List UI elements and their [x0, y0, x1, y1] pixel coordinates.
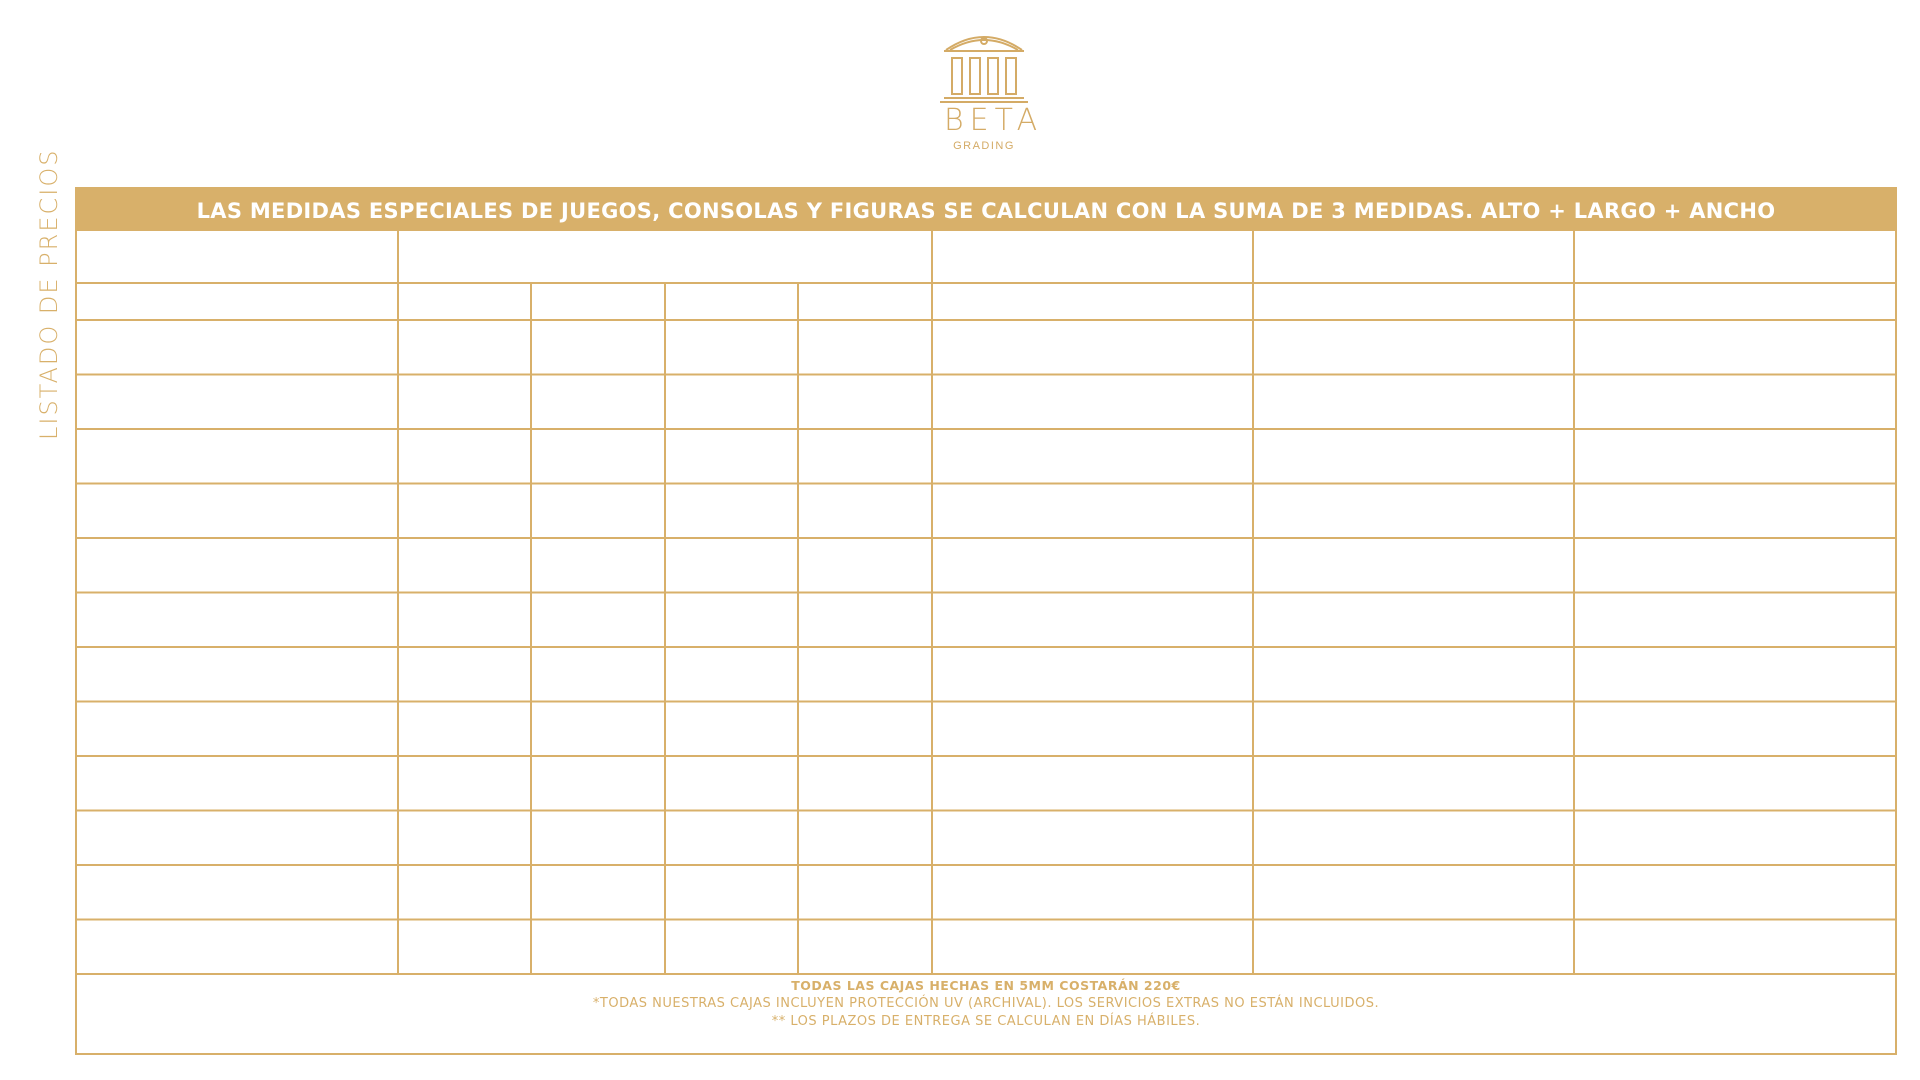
footer-line-3: ** LOS PLAZOS DE ENTREGA SE CALCULAN EN DÍAS HÁBILES.	[771, 1014, 1201, 1029]
logo-wordmark: BETA	[944, 103, 1044, 138]
table-grid	[77, 189, 1895, 1053]
side-label: LISTADO DE PRECIOS	[35, 148, 63, 440]
price-table	[75, 187, 1897, 1055]
beta-grading-logo	[938, 28, 1044, 156]
footer-line-1: TODAS LAS CAJAS HECHAS EN 5MM COSTARÁN 220€	[791, 978, 1181, 993]
table-footer	[77, 977, 1895, 1031]
table-banner: LAS MEDIDAS ESPECIALES DE JUEGOS, CONSOLAS Y FIGURAS SE CALCULAN CON LA SUMA DE 3 MEDIDAS. ALTO + LARGO + ANCHO	[77, 189, 1895, 231]
logo-tagline: GRADING	[953, 140, 1015, 152]
footer-line-2: *TODAS NUESTRAS CAJAS INCLUYEN PROTECCIÓN UV (ARCHIVAL). LOS SERVICIOS EXTRAS NO ESTÁN INCLUIDOS.	[592, 996, 1380, 1011]
